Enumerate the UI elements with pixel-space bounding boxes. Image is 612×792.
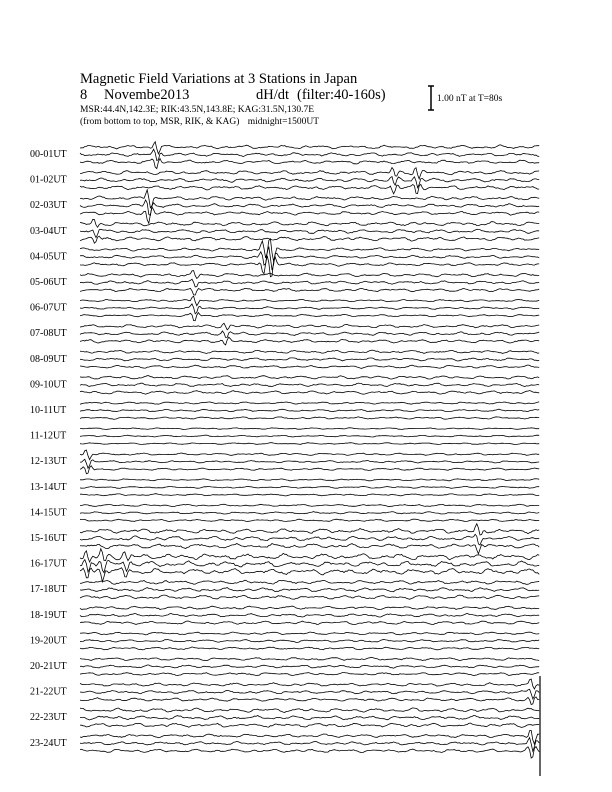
trace-kag bbox=[80, 679, 539, 689]
trace-kag bbox=[80, 239, 539, 262]
trace-kag bbox=[80, 350, 539, 353]
trace-rik bbox=[80, 435, 539, 437]
scale-bar bbox=[428, 86, 434, 110]
filter-label: (filter:40-160s) bbox=[297, 87, 386, 103]
trace-kag bbox=[80, 402, 539, 404]
trace-kag bbox=[80, 168, 539, 179]
hour-label: 12-13UT bbox=[30, 456, 67, 468]
trace-kag bbox=[80, 479, 539, 481]
trace-kag bbox=[80, 730, 539, 744]
trace-rik bbox=[80, 177, 539, 188]
trace-rik bbox=[80, 200, 539, 216]
trace-kag bbox=[80, 632, 539, 635]
trace-rik bbox=[80, 689, 539, 699]
trace-kag bbox=[80, 323, 539, 330]
hour-label: 22-23UT bbox=[30, 712, 67, 724]
date-day: 8 bbox=[80, 87, 88, 103]
chart-title: Magnetic Field Variations at 3 Stations in Japan bbox=[80, 71, 358, 87]
trace-kag bbox=[80, 450, 539, 460]
trace-rik bbox=[80, 588, 539, 592]
trace-msr bbox=[80, 595, 539, 599]
trace-rik bbox=[80, 639, 539, 642]
hour-label: 03-04UT bbox=[30, 225, 67, 237]
trace-rik bbox=[80, 716, 539, 721]
trace-msr bbox=[80, 494, 539, 496]
trace-kag bbox=[80, 549, 539, 562]
trace-msr bbox=[80, 723, 539, 727]
trace-msr bbox=[80, 288, 539, 295]
hour-label: 02-03UT bbox=[30, 200, 67, 212]
trace-rik bbox=[80, 613, 539, 617]
hour-label: 01-02UT bbox=[30, 174, 67, 186]
hour-label: 00-01UT bbox=[30, 149, 67, 160]
hour-label: 10-11UT bbox=[30, 405, 67, 416]
trace-rik bbox=[80, 738, 539, 752]
trace-msr bbox=[80, 207, 539, 223]
trace-rik bbox=[80, 229, 539, 237]
hour-label: 07-08UT bbox=[30, 328, 67, 340]
hour-label: 16-17UT bbox=[30, 558, 67, 570]
trace-msr bbox=[80, 337, 539, 345]
trace-kag bbox=[80, 708, 539, 713]
trace-msr bbox=[80, 417, 539, 420]
trace-msr bbox=[80, 747, 539, 759]
trace-kag bbox=[80, 580, 539, 584]
hour-label: 04-05UT bbox=[30, 251, 67, 263]
trace-rik bbox=[80, 459, 539, 468]
trace-rik bbox=[80, 486, 539, 488]
trace-msr bbox=[80, 697, 539, 705]
trace-kag bbox=[80, 606, 539, 610]
trace-kag bbox=[80, 142, 539, 154]
scale-bar-label: 1.00 nT at T=80s bbox=[437, 94, 503, 104]
hour-label: 13-14UT bbox=[30, 481, 67, 493]
trace-rik bbox=[80, 383, 539, 387]
trace-msr bbox=[80, 568, 539, 582]
hour-label: 18-19UT bbox=[30, 609, 67, 621]
hour-label: 19-20UT bbox=[30, 635, 67, 647]
trace-kag bbox=[80, 657, 539, 660]
trace-msr bbox=[80, 184, 539, 193]
trace-rik bbox=[80, 534, 539, 545]
trace-kag bbox=[80, 296, 539, 306]
trace-msr bbox=[80, 365, 539, 368]
trace-msr bbox=[80, 621, 539, 625]
station-order-note: (from bottom to top, MSR, RIK, & KAG) bbox=[80, 117, 240, 127]
hour-label: 08-09UT bbox=[30, 353, 67, 365]
trace-msr bbox=[80, 256, 539, 277]
trace-kag bbox=[80, 504, 539, 507]
trace-msr bbox=[80, 313, 539, 321]
trace-kag bbox=[80, 376, 539, 379]
hour-label: 11-12UT bbox=[30, 430, 67, 442]
trace-msr bbox=[80, 647, 539, 650]
trace-rik bbox=[80, 512, 539, 514]
trace-msr bbox=[80, 544, 539, 554]
trace-msr bbox=[80, 236, 539, 243]
hour-label: 05-06UT bbox=[30, 277, 67, 288]
hour-label: 09-10UT bbox=[30, 379, 67, 391]
trace-msr bbox=[80, 466, 539, 474]
trace-rik bbox=[80, 279, 539, 287]
midnight-note: midnight=1500UT bbox=[247, 117, 320, 127]
trace-msr bbox=[80, 519, 539, 522]
date-month-year: Novembe2013 bbox=[104, 87, 190, 103]
quantity-label: dH/dt bbox=[256, 87, 290, 103]
trace-kag bbox=[80, 524, 539, 535]
trace-kag bbox=[80, 428, 539, 430]
hour-label: 17-18UT bbox=[30, 584, 67, 596]
trace-msr bbox=[80, 391, 539, 395]
trace-rik bbox=[80, 358, 539, 361]
trace-rik bbox=[80, 304, 539, 314]
trace-kag bbox=[80, 271, 539, 279]
trace-msr bbox=[80, 159, 539, 169]
hour-label: 15-16UT bbox=[30, 533, 67, 544]
trace-rik bbox=[80, 409, 539, 412]
trace-rik bbox=[80, 665, 539, 668]
hour-label: 06-07UT bbox=[30, 302, 67, 314]
hour-label: 21-22UT bbox=[30, 686, 67, 698]
trace-rik bbox=[80, 331, 539, 338]
trace-msr bbox=[80, 673, 539, 676]
trace-msr bbox=[80, 443, 539, 445]
trace-rik bbox=[80, 149, 539, 160]
hour-label: 14-15UT bbox=[30, 507, 67, 519]
station-coordinates: MSR:44.4N,142.3E; RIK:43.5N,143.8E; KAG:31.5N,130.7E bbox=[80, 105, 315, 115]
hour-label: 20-21UT bbox=[30, 661, 67, 672]
hour-label: 23-24UT bbox=[30, 737, 67, 749]
